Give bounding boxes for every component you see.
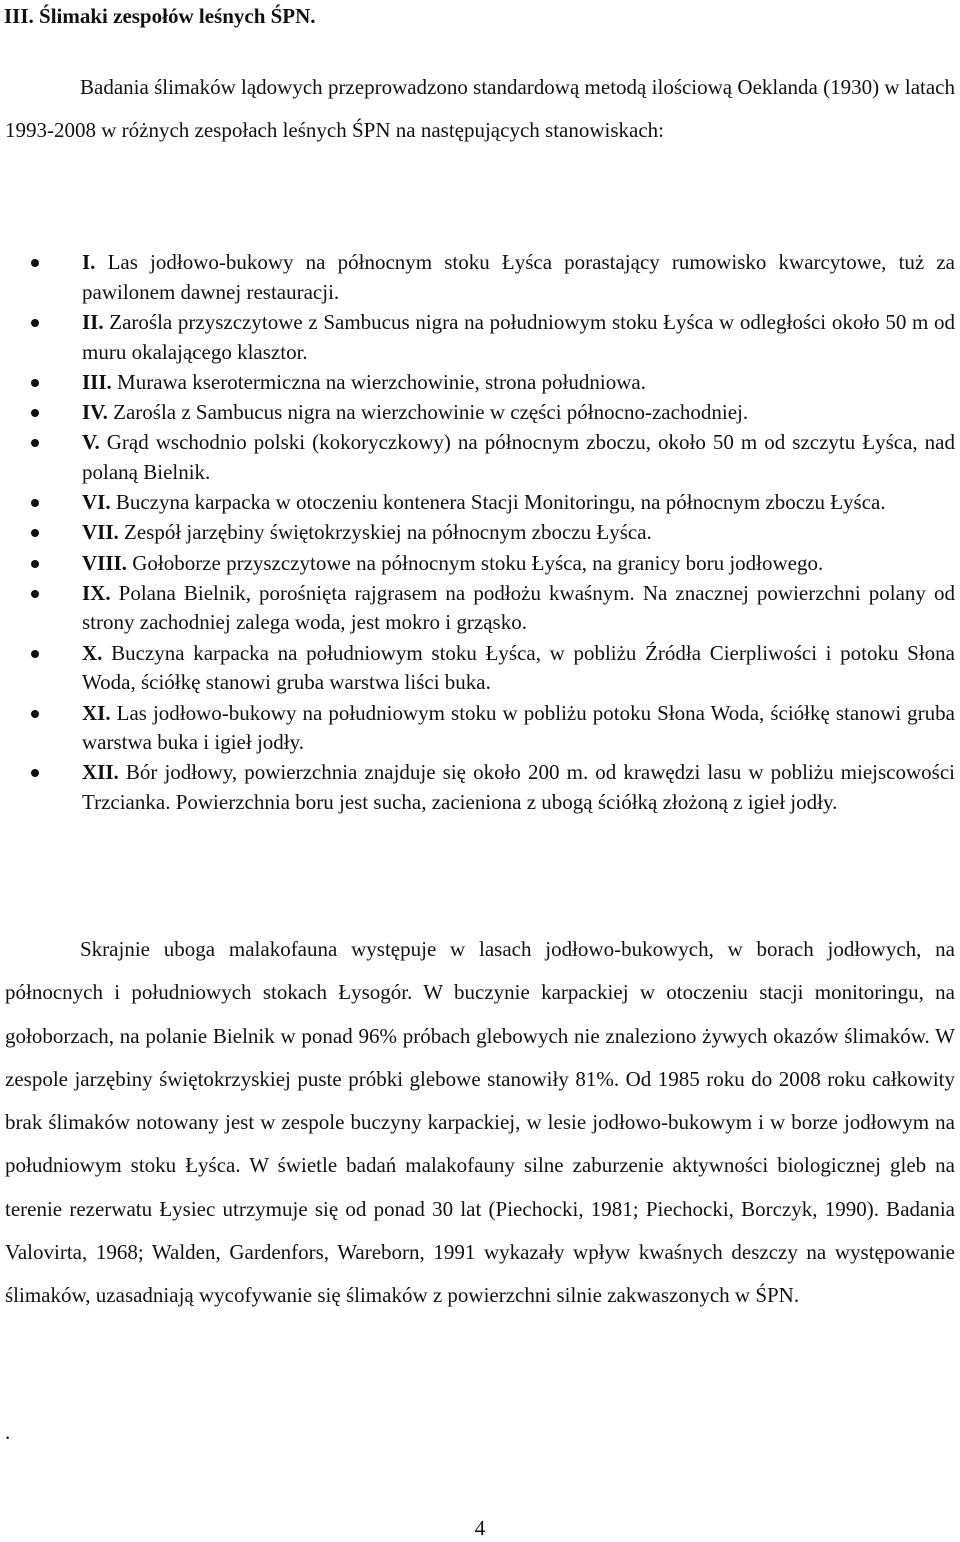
site-number: XI. [82,700,111,725]
site-description: Buczyna karpacka w otoczeniu kontenera Stacji Monitoringu, na północnym zboczu Łyśca. [110,490,886,515]
site-description: Zespół jarzębiny świętokrzyskiej na północnym zboczu Łyśca. [118,520,652,545]
site-number: X. [82,640,103,665]
body-text: Skrajnie uboga malakofauna występuje w lasach jodłowo-bukowych, w borach jodłowych, na północnych i południowych stokach Łysogór. W buczynie karpackiej w otoczeniu stacji monitoringu, na gołoborzach, na polanie Bielnik w ponad 96% próbach glebowych nie znaleziono żywych okazów ślimaków. W zespole jarzębiny świętokrzyskiej puste próbki glebowe stanowiły 81%. Od 1985 roku do 2008 roku całkowity brak ślimaków notowany jest w zespole buczyny karpackiej, w lesie jodłowo-bukowym i w borze jodłowym na południowym stoku Łyśca. W świetle badań malakofauny silne zaburzenie aktywności biologicznej gleb na terenie rezerwatu Łysiec utrzymuje się od ponad 30 lat (Piechocki, 1981; Piechocki, Borczyk, 1990). Badania Valovirta, 1968; Walden, Gardenfors, Wareborn, 1991 wykazały wpływ kwaśnych deszczy na występowanie ślimaków, uzasadniają wycofywanie się ślimaków z powierzchni silnie zakwaszonych w ŚPN. [5,937,955,1308]
site-number: VI. [82,490,111,515]
list-item [0,428,955,487]
site-number: IX. [82,580,111,605]
bullet-icon [31,499,39,507]
list-item [0,579,955,638]
site-number: IV. [82,400,108,425]
bullet-icon [31,409,39,417]
intro-paragraph [5,66,955,153]
site-description: Gołoborze przyszczytowe na północnym stoku Łyśca, na granicy boru jodłowego. [126,550,824,575]
page-number: 4 [474,1516,486,1540]
list-item [0,488,955,518]
site-number: V. [82,430,100,455]
trailing-dot: . [5,1420,11,1444]
list-item [0,699,955,758]
site-number: II. [82,309,104,334]
list-item [0,368,955,398]
site-number: I. [82,250,96,274]
site-description: Bór jodłowy, powierzchnia znajduje się około 200 m. od krawędzi lasu w pobliżu miejscowości Trzcianka. Powierzchnia boru jest sucha, zacieniona z ubogą ściółką złożoną z igieł jodły. [82,760,955,815]
intro-text: Badania ślimaków lądowych przeprowadzono standardową metodą ilościową Oeklanda (1930) w latach 1993-2008 w różnych zespołach leśnych ŚPN na następujących stanowiskach: [5,75,955,143]
section-heading: III. Ślimaki zespołów leśnych ŚPN. [4,4,316,28]
bullet-icon [31,259,39,267]
site-description: Las jodłowo-bukowy na północnym stoku Łyśca porastający rumowisko kwarcytowe, tuż za pawilonem dawnej restauracji. [82,250,955,304]
site-description: Polana Bielnik, porośnięta rajgrasem na podłożu kwaśnym. Na znacznej powierzchni polany od strony zachodniej zalega woda, jest mokro i grząsko. [82,580,955,635]
site-number: VII. [82,520,119,545]
site-description: Las jodłowo-bukowy na południowym stoku w pobliżu potoku Słona Woda, ściółkę stanowi gruba warstwa buka i igieł jodły. [82,700,955,755]
body-paragraph [5,928,955,1318]
site-description: Buczyna karpacka na południowym stoku Łyśca, w pobliżu Źródła Cierpliwości i potoku Słona Woda, ściółkę stanowi gruba warstwa liści buka. [82,640,955,695]
bullet-icon [31,650,39,658]
list-item [0,639,955,698]
list-item [0,758,955,817]
site-number: III. [82,369,112,394]
bullet-icon [31,379,39,387]
bullet-icon [31,439,39,447]
site-description: Murawa kserotermiczna na wierzchowinie, strona południowa. [111,369,646,394]
list-item [0,308,955,367]
site-description: Zarośla przyszczytowe z Sambucus nigra na południowym stoku Łyśca w odległości około 50 m od muru okalającego klasztor. [82,309,955,364]
bullet-icon [31,319,39,327]
sites-list [0,248,960,818]
bullet-icon [31,710,39,718]
site-description: Zarośla z Sambucus nigra na wierzchowinie w części północno-zachodniej. [107,400,749,425]
list-item [0,549,955,579]
site-number: VIII. [82,550,127,575]
bullet-icon [31,769,39,777]
bullet-icon [31,590,39,598]
site-description: Grąd wschodnio polski (kokoryczkowy) na północnym zboczu, około 50 m od szczytu Łyśca, nad polaną Bielnik. [82,430,955,484]
site-number: XII. [82,760,119,785]
list-item [0,248,955,307]
bullet-icon [31,560,39,568]
bullet-icon [31,529,39,537]
list-item [0,518,955,548]
list-item [0,398,955,428]
